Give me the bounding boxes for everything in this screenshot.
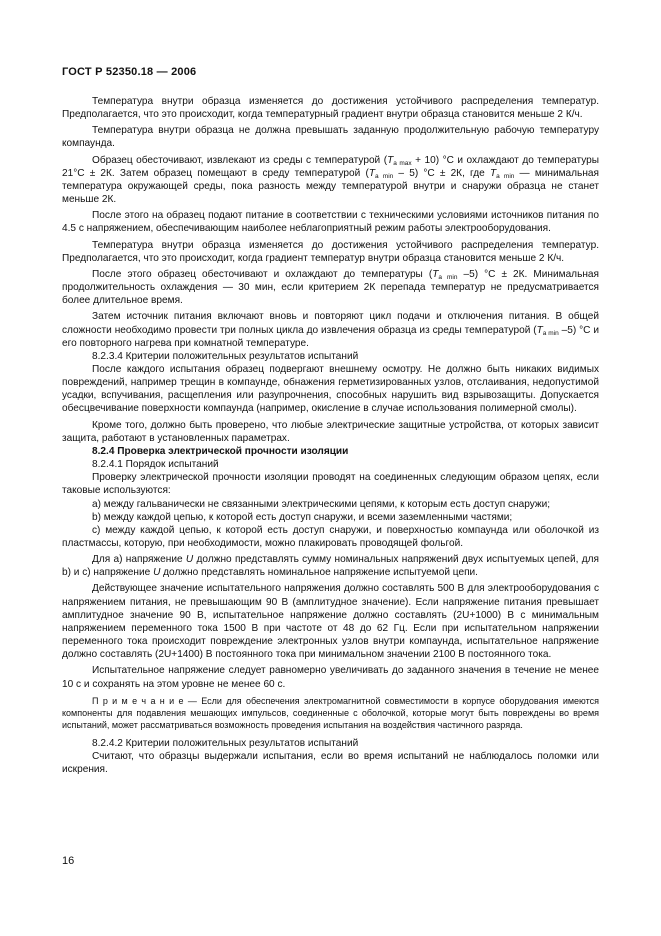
list-item: b) между каждой цепью, к которой есть доступ снаружи, и всеми заземленными частями; [92,511,513,523]
note-label: П р и м е ч а н и е [92,695,184,706]
page-number: 16 [62,855,75,867]
paragraph: После этого образец обесточивают и охлаждают до температуры ($T_{a min}$ –5) °С ± 2К. Минимальная продолжительность охлаждения — 30 мин, если критерием 2К перепада температур не предусматривается более длительное время. [62,268,599,307]
paragraph: Действующее значение испытательного напряжения должно составлять 500 В для электрооборудования с напряжением питания, не превышающим 90 В (амплитудное значение). Если напряжение питания превышает амплитудное значение 90 В, испытательное напряжение должно составлять (2U+1000) В с минимальным напряжением переменного тока 1500 В при частоте от 48 до 62 Гц. Если при испытательном напряжении переменного тока происходит повреждение электронных узлов внутри компаунда, испытательное напряжение должно составлять (2U+1400) В постоянного тока при минимальном значении 2100 В постоянного тока. [62,583,599,661]
paragraph: Кроме того, должно быть проверено, что любые электрические защитные устройства, от которых зависит защита, работают в установленных параметрах. [62,419,599,444]
paragraph: Затем источник питания включают вновь и повторяют цикл подачи и отключения питания. В общей сложности необходимо провести три полных цикла до извлечения образца из среды температурой ($T_{a min}$ –5) °С и его повторного нагрева при комнатной температуре. [62,311,599,349]
list-item: а) между гальванически не связанными электрическими цепями, к которым есть доступ снаружи; [92,498,551,510]
paragraph: Для а) напряжение U должно представлять сумму номинальных напряжений двух испытуемых цепей, для b) и с) напряжение U должно представлять номинальное напряжение испытуемой цепи. [62,554,599,579]
paragraph: После этого на образец подают питание в соответствии с техническими условиями источников питания по 4.5 с напряжением, обеспечивающим наиболее неблагоприятный режим работы электрооборудования. [62,210,599,235]
paragraph: Считают, что образцы выдержали испытания, если во время испытаний не наблюдалось поломки или искрения. [62,750,599,776]
subsection-heading: 8.2.3.4 Критерии положительных результатов испытаний [92,350,359,362]
document-body [62,95,599,776]
paragraph: Образец обесточивают, извлекают из среды с температурой $(T_{a max} + 10)$ °С и охлаждают до температуры 21°С ± 2К. Затем образец помещают в среду температурой $(T_{a min} - 5) ^\circ С \pm 2К$, где $T_{a min}$ — минимальная температура окружающей среды, пока разность между температурой внутри и снаружи образца не станет меньше 2К. [62,154,599,206]
subsection-heading: 8.2.4.1 Порядок испытаний [92,459,219,471]
note-text: — Если для обеспечения электромагнитной совместимости в корпусе оборудования имеются компоненты для подавления мешающих импульсов, соединенные с оболочкой, которые могут быть повреждены во время испытаний, может рассматриваться возможность проведения испытания на воздействия частичного разряда. [62,695,599,730]
paragraph: Проверку электрической прочности изоляции проводят на соединенных следующим образом цепях, если таковые используются: [62,472,599,497]
paragraph: Испытательное напряжение следует равномерно увеличивать до заданного значения в течение не менее 10 с и сохранять на этом уровне не менее 60 с. [62,665,599,690]
document-header: ГОСТ Р 52350.18 — 2006 [62,66,197,78]
subsection-heading: 8.2.4.2 Критерии положительных результатов испытаний [92,737,359,749]
paragraph: После каждого испытания образец подвергают внешнему осмотру. Не должно быть никаких видимых повреждений, например трещин в компаунде, обнажения герметизированных узлов, отслаивания, недопустимой усадки, вспучивания, расщепления или разупрочнения, способных нарушить вид взрывозащиты. Допускается обесцвечивание поверхности компаунда (например, окисление в случае использования полимерной смолы). [62,363,599,415]
note [62,695,599,731]
paragraph: Температура внутри образца изменяется до достижения устойчивого распределения температур. Предполагается, что это происходит, когда температурный градиент внутри образца становится меньше 2 К/ч. [62,96,599,121]
section-heading: 8.2.4 Проверка электрической прочности изоляции [92,445,349,457]
paragraph: Температура внутри образца изменяется до достижения устойчивого распределения температур. Предполагается, что это происходит, когда градиент температур внутри образца становится меньше 2 К/ч. [62,239,599,264]
list-item: с) между каждой цепью, к которой есть доступ снаружи, и поверхностью компаунда или оболочкой из пластмассы, которую, при необходимости, можно плакировать проводящей фольгой. [62,524,599,549]
paragraph: Температура внутри образца не должна превышать заданную продолжительную рабочую температуру компаунда. [62,125,599,150]
